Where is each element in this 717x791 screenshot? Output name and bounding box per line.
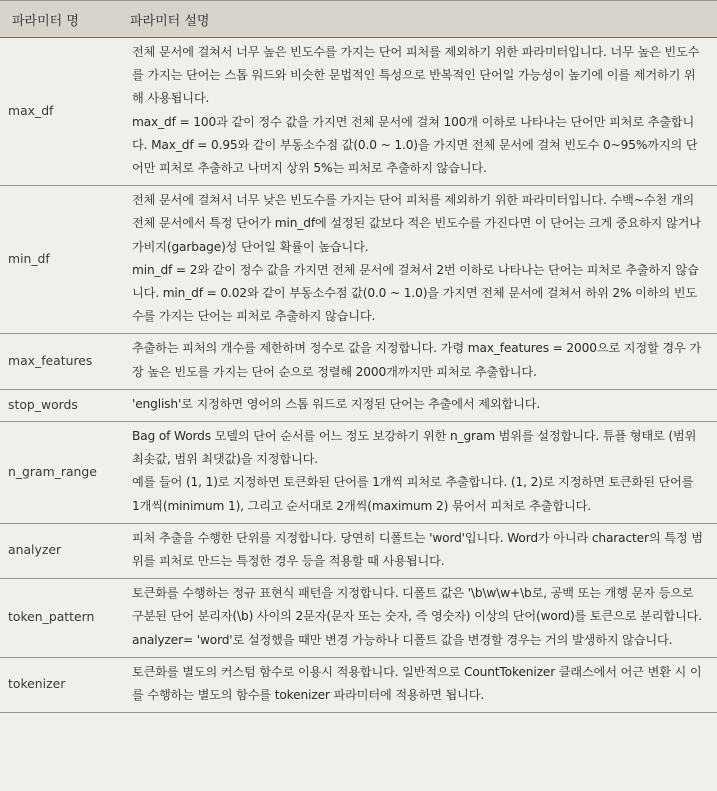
param-desc-analyzer: [118, 523, 717, 578]
table-row: [0, 422, 717, 524]
table-row: [0, 579, 717, 658]
param-desc-min-df: [118, 186, 717, 334]
table-row: [0, 186, 717, 334]
desc-paragraph: 전체 문서에 걸쳐서 너무 낮은 빈도수를 가지는 단어 피처를 제외하기 위한 파라미터입니다. 수백~수천 개의 전체 문서에서 특정 단어가 min_df에 설정된 값보다 적은 빈도수를 가진다면 이 단어는 크게 중요하지 않거나 가비지(garbage)성 단어일 확률이 높습니다.: [132, 193, 701, 254]
table-row: [0, 523, 717, 578]
param-name-tokenizer: tokenizer: [0, 657, 118, 712]
param-name-token-pattern: token_pattern: [0, 579, 118, 658]
param-name-max-df: max_df: [0, 38, 118, 186]
param-name-n-gram-range: n_gram_range: [0, 422, 118, 524]
param-desc-token-pattern: [118, 579, 717, 658]
desc-paragraph: 토큰화를 별도의 커스텀 함수로 이용시 적용합니다. 일반적으로 CountTokenizer 클래스에서 어근 변환 시 이를 수행하는 별도의 함수를 tokenizer 파라미터에 적용하면 됩니다.: [132, 664, 702, 703]
param-name-analyzer: analyzer: [0, 523, 118, 578]
desc-paragraph: 'english'로 지정하면 영어의 스톱 워드로 지정된 단어는 추출에서 제외합니다.: [132, 396, 541, 411]
param-name-min-df: min_df: [0, 186, 118, 334]
desc-paragraph: min_df = 2와 같이 정수 값을 가지면 전체 문서에 걸쳐서 2번 이하로 나타나는 단어는 피처로 추출하지 않습니다. min_df = 0.02와 같이 부동소수점 값(0.0 ~ 1.0)을 가지면 전체 문서에 걸쳐서 하위 2% 이하의 빈도수를 가지는 단어는 피처로 추출하지 않습니다.: [132, 262, 699, 324]
desc-paragraph: 토큰화를 수행하는 정규 표현식 패턴을 지정합니다. 디폴트 값은 '\b\w\w+\b로, 공백 또는 개행 문자 등으로 구분된 단어 분리자(\b) 사이의 2문자(문자 또는 숫자, 즉 영숫자) 이상의 단어(word)를 토큰으로 분리합니다. analyzer= 'word'로 설정했을 때만 변경 가능하나 디폴트 값을 변경할 경우는 거의 발생하지 않습니다.: [132, 586, 702, 647]
header-parameter-desc: 파라미터 설명: [118, 1, 717, 38]
param-desc-tokenizer: [118, 657, 717, 712]
param-desc-stop-words: [118, 389, 717, 421]
desc-paragraph: max_df = 100과 같이 정수 값을 가지면 전체 문서에 걸쳐 100개 이하로 나타나는 단어만 피처로 추출합니다. Max_df = 0.95와 같이 부동소수점 값(0.0 ~ 1.0)을 가지면 전체 문서에 걸쳐 빈도수 0~95%까지의 단어만 피처로 추출하고 나머지 상위 5%는 피처로 추출하지 않습니다.: [132, 114, 698, 176]
table-row: [0, 38, 717, 186]
table-row: [0, 334, 717, 389]
table-row: [0, 389, 717, 421]
param-name-stop-words: stop_words: [0, 389, 118, 421]
desc-paragraph: 예를 들어 (1, 1)로 지정하면 토큰화된 단어를 1개씩 피처로 추출합니다. (1, 2)로 지정하면 토큰화된 단어를 1개씩(minimum 1), 그리고 순서대로 2개씩(maximum 2) 묶어서 피처로 추출합니다.: [132, 475, 694, 513]
desc-paragraph: 피처 추출을 수행한 단위를 지정합니다. 당연히 디폴트는 'word'입니다. Word가 아니라 character의 특정 범위를 피처로 만드는 특정한 경우 등을 적용할 때 사용됩니다.: [132, 530, 703, 569]
header-parameter-name: 파라미터 명: [0, 1, 118, 38]
param-name-max-features: max_features: [0, 334, 118, 389]
desc-paragraph: 추출하는 피처의 개수를 제한하며 정수로 값을 지정합니다. 가령 max_features = 2000으로 지정할 경우 가장 높은 빈도를 가지는 단어 순으로 정렬해 2000개까지만 피처로 추출합니다.: [132, 341, 701, 379]
param-desc-max-features: [118, 334, 717, 389]
desc-paragraph: Bag of Words 모델의 단어 순서를 어느 정도 보강하기 위한 n_gram 범위를 설정합니다. 튜플 형태로 (범위 최솟값, 범위 최댓값)을 지정합니다.: [132, 429, 697, 467]
table-header-row: [0, 1, 717, 38]
param-desc-max-df: [118, 38, 717, 186]
table-row: [0, 657, 717, 712]
param-desc-n-gram-range: [118, 422, 717, 524]
desc-paragraph: 전체 문서에 걸쳐서 너무 높은 빈도수를 가지는 단어 피처를 제외하기 위한 파라미터입니다. 너무 높은 빈도수를 가지는 단어는 스톱 워드와 비슷한 문법적인 특성으로 반복적인 단어일 가능성이 높기에 이를 제거하기 위해 사용됩니다.: [132, 45, 700, 106]
